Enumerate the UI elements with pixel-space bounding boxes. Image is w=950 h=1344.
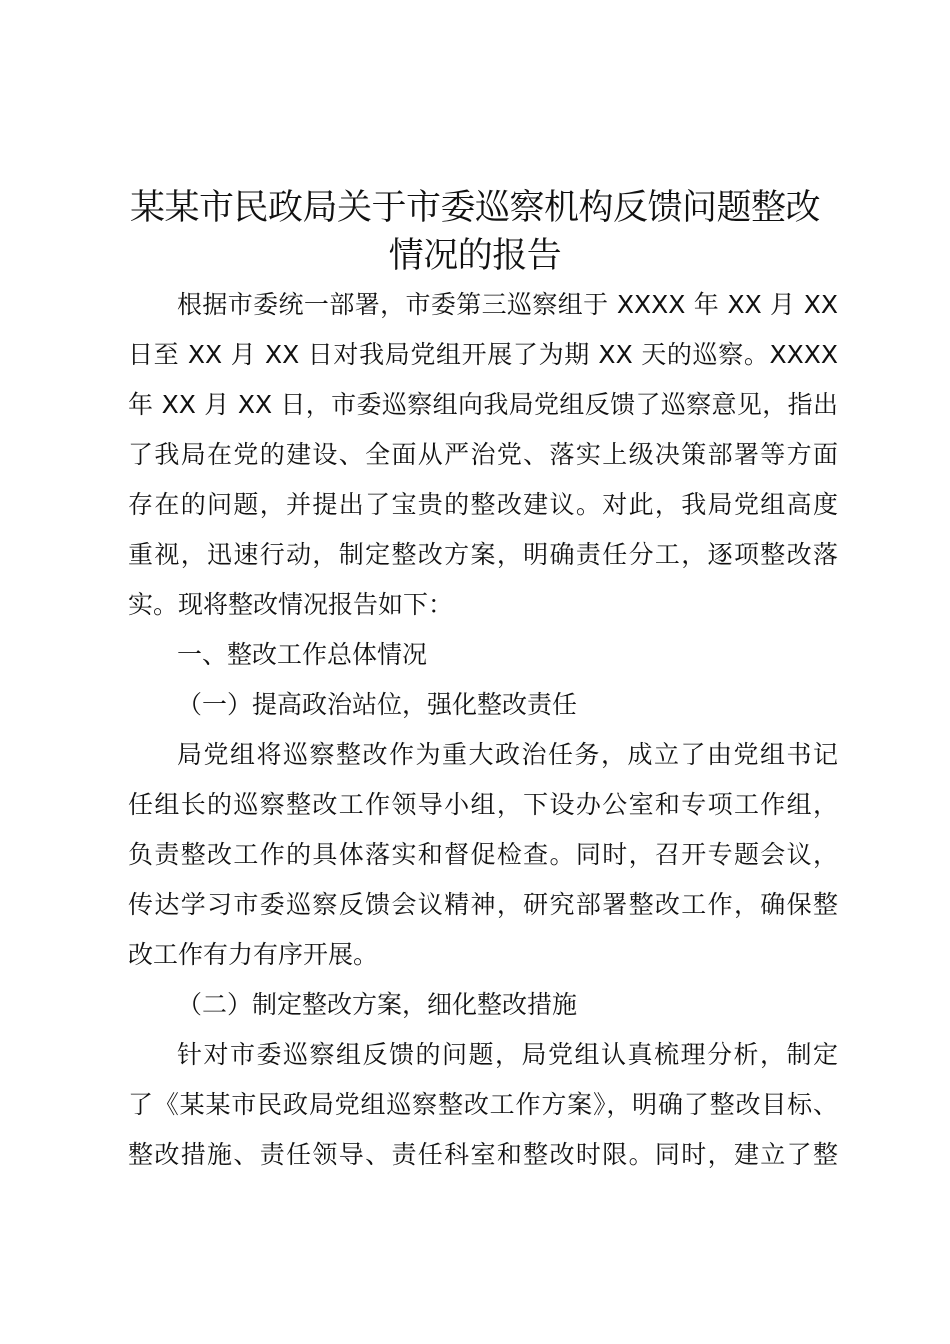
body-line-14: 了《某某市民政局党组巡察整改工作方案》，明确了整改目标、 (128, 1090, 838, 1119)
body-line-9: 任组长的巡察整改工作领导小组，下设办公室和专项工作组， (128, 790, 838, 819)
body-line-4: 了我局在党的建设、全面从严治党、落实上级决策部署等方面 (128, 440, 838, 469)
section-heading-1: 一、整改工作总体情况 (177, 640, 428, 669)
body-line-11: 传达学习市委巡察反馈会议精神，研究部署整改工作，确保整 (128, 890, 838, 919)
body-line-15: 整改措施、责任领导、责任科室和整改时限。同时，建立了整 (128, 1140, 838, 1169)
subsection-heading-1: （一）提高政治站位，强化整改责任 (177, 690, 578, 719)
subsection-heading-2: （二）制定整改方案，细化整改措施 (177, 990, 578, 1019)
body-line-10: 负责整改工作的具体落实和督促检查。同时，召开专题会议， (128, 840, 838, 869)
document-title-line-2: 情况的报告 (388, 236, 562, 276)
body-line-7: 实。现将整改情况报告如下： (128, 590, 454, 619)
document-title-line-1: 某某市民政局关于市委巡察机构反馈问题整改 (129, 188, 820, 228)
body-line-6: 重视，迅速行动，制定整改方案，明确责任分工，逐项整改落 (128, 540, 838, 569)
body-line-12: 改工作有力有序开展。 (128, 940, 379, 969)
body-line-3: 年 XX 月 XX 日，市委巡察组向我局党组反馈了巡察意见，指出 (128, 390, 838, 419)
body-line-8: 局党组将巡察整改作为重大政治任务，成立了由党组书记 (177, 740, 838, 769)
body-line-13: 针对市委巡察组反馈的问题，局党组认真梳理分析，制定 (177, 1040, 838, 1069)
body-line-5: 存在的问题，并提出了宝贵的整改建议。对此，我局党组高度 (128, 490, 838, 519)
body-line-2: 日至 XX 月 XX 日对我局党组开展了为期 XX 天的巡察。XXXX (128, 340, 838, 369)
body-line-1: 根据市委统一部署，市委第三巡察组于 XXXX 年 XX 月 XX (177, 290, 838, 319)
